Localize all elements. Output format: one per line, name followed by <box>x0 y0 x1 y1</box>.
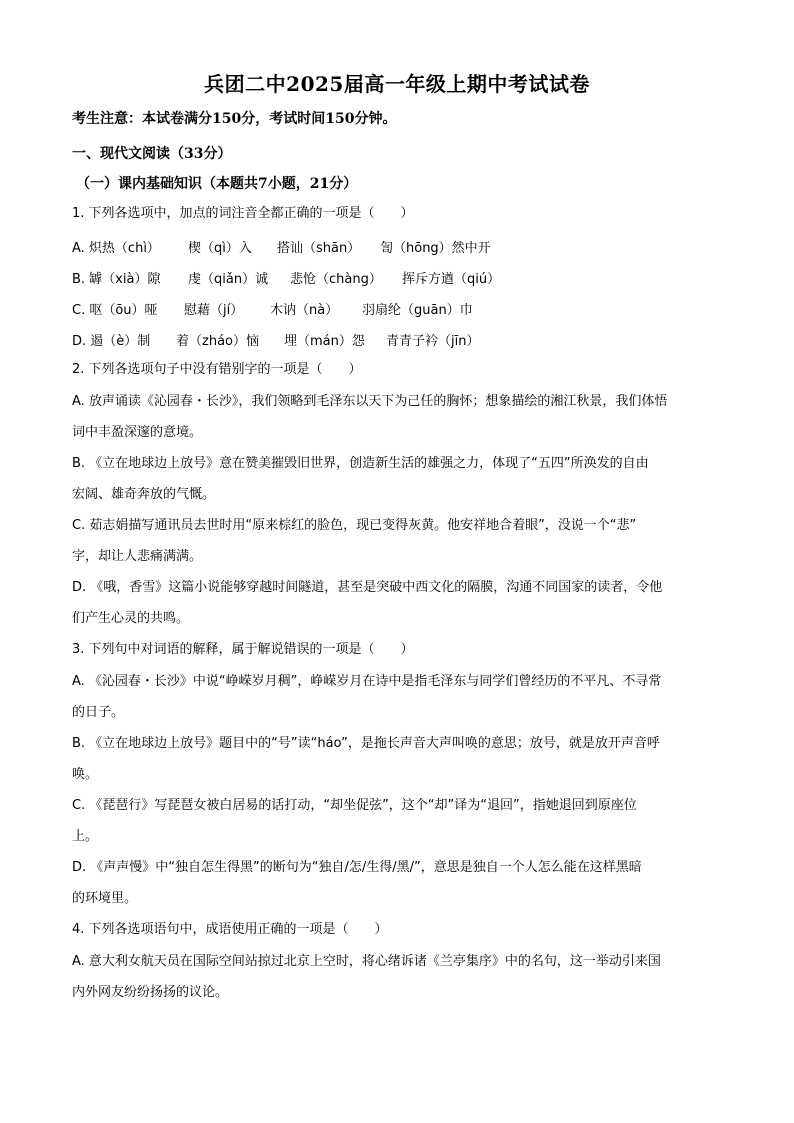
question-3-option-d: D. 《声声慢》中“独自怎生得黑”的断句为“独自/怎/生得/黑/”，意思是独自一个人怎么能在这样黑暗 <box>72 860 642 875</box>
option-part: 悲怆（chàng） <box>290 272 382 287</box>
question-2-option-a-cont: 词中丰盈深邃的意境。 <box>72 425 203 440</box>
question-2-option-c: C. 茹志娟描写通讯员去世时用“原来棕红的脸色，现已变得灰黄。他安祥地合着眼”，没说一个“悲” <box>72 518 637 533</box>
question-3-option-c: C. 《琵琶行》写琵琶女被白居易的话打动，“却坐促弦”，这个“却”译为“退回”，指她退回到原座位 <box>72 798 637 813</box>
section-heading: 一、现代文阅读（33分） <box>72 146 232 162</box>
question-3-option-c-cont: 上。 <box>72 829 99 844</box>
subsection-heading: （一）课内基础知识（本题共7小题，21分） <box>76 176 358 192</box>
option-part: 虔（qiǎn）诚 <box>188 272 269 287</box>
page-title: 兵团二中2025届高一年级上期中考试试卷 <box>204 72 590 96</box>
option-part: 慰藉（jí） <box>184 303 244 318</box>
option-part: D. 遏（è）制 <box>72 334 151 349</box>
question-3-option-b: B. 《立在地球边上放号》题目中的“号”读“háo”，是拖长声音大声叫唤的意思；放号，就是放开声音呼 <box>72 736 660 751</box>
option-part: 挥斥方遒（qiú） <box>402 272 501 287</box>
option-part: A. 炽热（chì） <box>72 241 160 256</box>
question-2-option-b: B. 《立在地球边上放号》意在赞美摧毁旧世界，创造新生活的雄强之力，体现了“五四”所涣发的自由 <box>72 456 649 471</box>
option-part: 青青子衿（jīn） <box>386 334 480 349</box>
question-1-stem: 1. 下列各选项中，加点的词注音全都正确的一项是（ ） <box>72 206 414 221</box>
question-2-option-d-cont: 们产生心灵的共鸣。 <box>72 611 190 626</box>
option-part: 羽扇纶（guān）巾 <box>362 303 473 318</box>
question-2-option-b-cont: 宏阔、雄奇奔放的气慨。 <box>72 487 216 502</box>
question-4-stem: 4. 下列各选项语句中，成语使用正确的一项是（ ） <box>72 922 388 937</box>
question-3-option-a: A. 《沁园春・长沙》中说“峥嵘岁月稠”，峥嵘岁月在诗中是指毛泽东与同学们曾经历的不平凡、不寻常 <box>72 674 662 689</box>
option-part: C. 呕（ōu）哑 <box>72 303 158 318</box>
option-part: 訇（hōng）然中开 <box>380 241 491 256</box>
option-part: 搭讪（shān） <box>277 241 361 256</box>
option-part: 楔（qì）入 <box>188 241 252 256</box>
question-3-option-d-cont: 的环境里。 <box>72 891 138 906</box>
question-2-option-d: D. 《哦，香雪》这篇小说能够穿越时间隧道，甚至是突破中西文化的隔膜，沟通不同国家的读者，令他 <box>72 580 663 595</box>
question-4-option-a-cont: 内外网友纷纷扬扬的议论。 <box>72 985 229 1000</box>
option-part: B. 罅（xià）隙 <box>72 272 161 287</box>
question-2-option-a: A. 放声诵读《沁园春・长沙》，我们领略到毛泽东以天下为己任的胸怀；想象描绘的湘江秋景，我们体悟 <box>72 394 668 409</box>
question-2-stem: 2. 下列各选项句子中没有错别字的一项是（ ） <box>72 362 362 377</box>
option-part: 木讷（nà） <box>270 303 339 318</box>
option-part: 埋（mán）怨 <box>284 334 365 349</box>
question-4-option-a: A. 意大利女航天员在国际空间站掠过北京上空时，将心绪诉诸《兰亭集序》中的名句，这一举动引来国 <box>72 954 661 969</box>
question-3-option-b-cont: 唤。 <box>72 767 99 782</box>
question-3-option-a-cont: 的日子。 <box>72 705 125 720</box>
exam-notice: 考生注意：本试卷满分150分，考试时间150分钟。 <box>72 111 397 127</box>
question-3-stem: 3. 下列句中对词语的解释，属于解说错误的一项是（ ） <box>72 642 414 657</box>
question-2-option-c-cont: 字，却让人悲痛满满。 <box>72 549 203 564</box>
option-part: 着（zháo）恼 <box>176 334 259 349</box>
